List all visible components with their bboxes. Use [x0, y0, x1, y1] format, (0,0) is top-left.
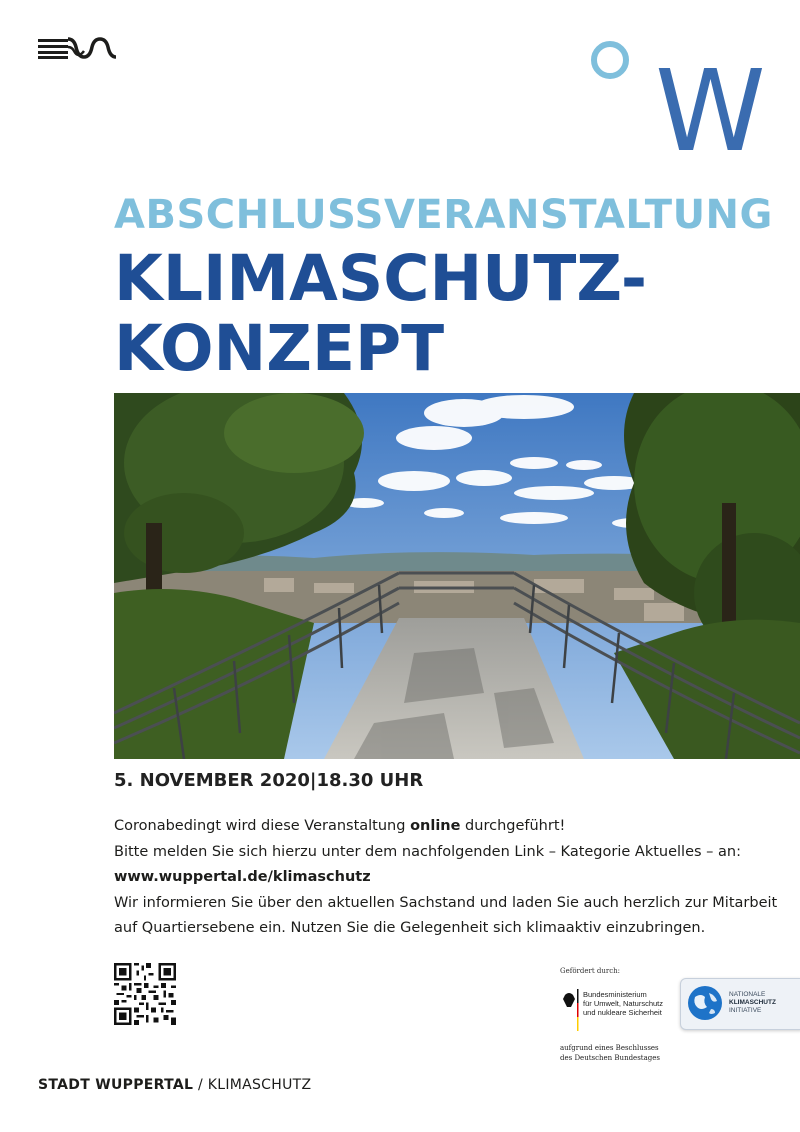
- decision-line-2: des Deutschen Bundestages: [560, 1054, 660, 1062]
- body-line-1-post: durchgeführt!: [460, 818, 566, 834]
- body-line-1-pre: Coronabedingt wird diese Veranstaltung: [114, 818, 411, 834]
- brand-mark-w: W: [655, 47, 766, 177]
- body-line-2: Bitte melden Sie sich hierzu unter dem nachfolgenden Link – Kategorie Aktuelles – an:: [114, 843, 741, 860]
- globe-icon: [687, 985, 723, 1021]
- skywalk-photo: [114, 393, 800, 759]
- bundestag-decision: [560, 1043, 660, 1063]
- event-time: 18.30 UHR: [316, 770, 424, 791]
- bmu-name: [583, 990, 663, 1017]
- stadt-wuppertal-logo-icon: [38, 37, 116, 59]
- title-line-1: KLIMASCHUTZ-: [114, 242, 648, 315]
- body-line-5: auf Quartiersebene ein. Nutzen Sie die Gelegenheit sich klimaaktiv einzubringen.: [114, 920, 706, 936]
- footer: [38, 1077, 311, 1093]
- bmu-line-3: und nukleare Sicherheit: [583, 1008, 662, 1017]
- footer-department: KLIMASCHUTZ: [207, 1077, 312, 1093]
- footer-org: STADT WUPPERTAL: [38, 1077, 194, 1093]
- registration-link[interactable]: www.wuppertal.de/klimaschutz: [114, 869, 371, 885]
- bmu-line-1: Bundesministerium: [583, 990, 647, 999]
- nki-badge: [680, 978, 800, 1030]
- nki-line-1: NATIONALE: [729, 991, 766, 998]
- degree-circle-icon: [588, 38, 640, 90]
- event-date: 5. NOVEMBER 2020: [114, 770, 310, 791]
- nki-line-2: KLIMASCHUTZ: [729, 999, 776, 1006]
- event-description: [114, 814, 794, 942]
- bmu-line-2: für Umwelt, Naturschutz: [583, 999, 664, 1008]
- date-separator: |: [309, 770, 317, 791]
- event-subtitle: ABSCHLUSSVERANSTALTUNG: [114, 192, 773, 238]
- footer-separator: /: [193, 1077, 208, 1093]
- body-line-1: [114, 814, 794, 840]
- funding-label: Gefördert durch:: [560, 967, 621, 975]
- body-line-4: Wir informieren Sie über den aktuellen Sachstand und laden Sie auch herzlich zur Mitarbeit: [114, 894, 778, 911]
- title-line-2: KONZEPT: [114, 312, 445, 385]
- nki-text: [729, 991, 776, 1015]
- qr-code-icon[interactable]: [114, 963, 176, 1025]
- online-emphasis: online: [410, 818, 461, 834]
- event-date-time: [114, 770, 423, 791]
- nki-line-3: INITIATIVE: [729, 1007, 762, 1014]
- decision-line-1: aufgrund eines Beschlusses: [560, 1044, 659, 1052]
